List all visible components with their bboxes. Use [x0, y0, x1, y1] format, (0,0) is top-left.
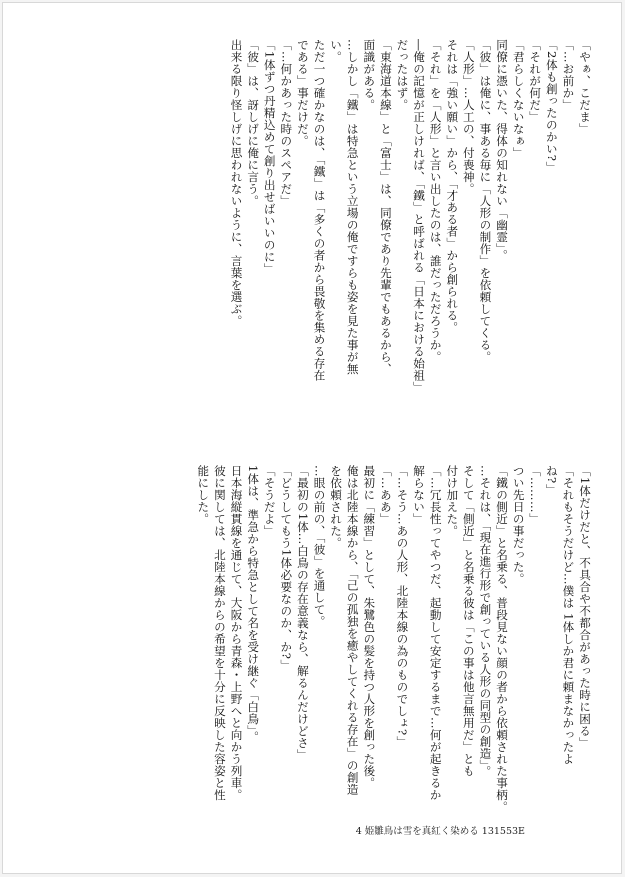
text-line: ね?」 [544, 465, 559, 496]
text-line: 「…そう…あの人形、北陸本線の為のものでしょ?」 [395, 465, 410, 748]
text-line: 解らない」 [412, 465, 427, 525]
text-line: 「1体ずつ丹精込めて創り出せばいいのに」 [262, 39, 277, 275]
text-line: 日本海縦貫線を通じて、大阪から青森・上野へと向かう列車。 [229, 465, 244, 801]
lower-text-block [195, 465, 593, 845]
text-line: 「それもそうだけど…僕は 1体しか君に頼まなかったよ [561, 465, 576, 765]
text-line: 1体は、準急から特急として名を受け継ぐ「白鳥」。 [246, 465, 261, 743]
text-line: である」事だけだ。 [295, 39, 310, 147]
text-line: い。 [329, 39, 344, 63]
text-line: 「…冗長性ってやつだ、起動して安定するまで…何が起きるか [428, 465, 443, 801]
text-line: 「鐵の側近」と名乗る、普段見ない顔の者から依頼された事柄。 [495, 465, 510, 813]
text-line: ―俺の記憶が正しければ、「鐵」と呼ばれる「日本における始祖」 [412, 39, 427, 394]
text-line: だったはず。 [395, 39, 410, 111]
text-line: 俺は北陸本線から、「己の孤独を癒やしてくれる存在」の創造 [345, 465, 360, 796]
text-line: それは「強い願い」から、「才ある者」から創られる。 [445, 39, 460, 334]
text-line: 「東海道本線」と「富士」は、同僚であり先輩でもあるから、 [378, 39, 393, 375]
text-line: 「………」 [528, 465, 543, 525]
text-line: …しかし「鐵」は特急という立場の俺ですらも姿を見た事が無 [345, 39, 360, 375]
text-line: 「最初の1体…白鳥の存在意義なら、解るんだけどさ」 [295, 465, 310, 761]
text-line: 「2体も創ったのかい?」 [544, 39, 559, 174]
text-line: 付け加えた。 [445, 465, 460, 537]
text-line: 「彼」は俺に、事ある毎に「人形の制作」を依頼してくる。 [478, 39, 493, 363]
text-line: 「…ああ」 [378, 465, 393, 525]
text-line: 「君らしくないなぁ」 [511, 39, 526, 159]
text-line: 「…お前か」 [561, 39, 576, 111]
manuscript-page [2, 2, 622, 874]
text-line: 「どうしてもう1体必要なのか、か?」 [279, 465, 294, 672]
text-line: 彼に関しては、北陸本線からの希望を十分に反映した容姿と性 [212, 465, 227, 801]
text-line: 「それ」を「人形」と言い出したのは、誰だっただろうか。 [428, 39, 443, 363]
text-line: そして「側近」と名乗る彼は「この事は他言無用だ」とも [461, 465, 476, 777]
text-line: 出来る限り怪しげに思われないように、言葉を選ぶ。 [229, 39, 244, 327]
text-line: …それは、「現在進行形で創っている人形の同型の創造」。 [478, 465, 493, 778]
text-line: …眼の前の、「彼」を通して。 [312, 465, 327, 628]
text-line: 「やぁ、こだま」 [578, 39, 592, 135]
text-line: 「人形」…人工の、付喪神。 [461, 39, 476, 195]
text-line: つい先日の事だった。 [511, 465, 526, 585]
text-line: 能にした。 [196, 465, 211, 525]
upper-text-block [228, 39, 593, 439]
text-line: を依頼された。 [329, 465, 344, 549]
text-line: 同僚に憑いた、得体の知れない「幽霊」。 [495, 39, 510, 262]
text-line: 「…何かあった時のスペアだ」 [279, 39, 294, 207]
text-line: 「それが何だ」 [528, 39, 543, 123]
page-footer: 4 姫雛鳥は雪を真紅く染める 131553E [355, 826, 525, 837]
text-line: ただ一つ確かなのは、「鐵」は「多くの者から畏敬を集める存在 [312, 39, 327, 382]
text-line: 面識がある。 [362, 39, 377, 111]
text-line: 「1体だけだと、不具合や不都合があった時に困る」 [578, 465, 592, 749]
text-line: 「彼」は、訝しげに俺に言う。 [246, 39, 261, 207]
text-line: 「そうだよ」 [262, 465, 277, 537]
text-line: 最初に「練習」として、朱鷺色の髪を持つ人形を創った後。 [362, 465, 377, 789]
